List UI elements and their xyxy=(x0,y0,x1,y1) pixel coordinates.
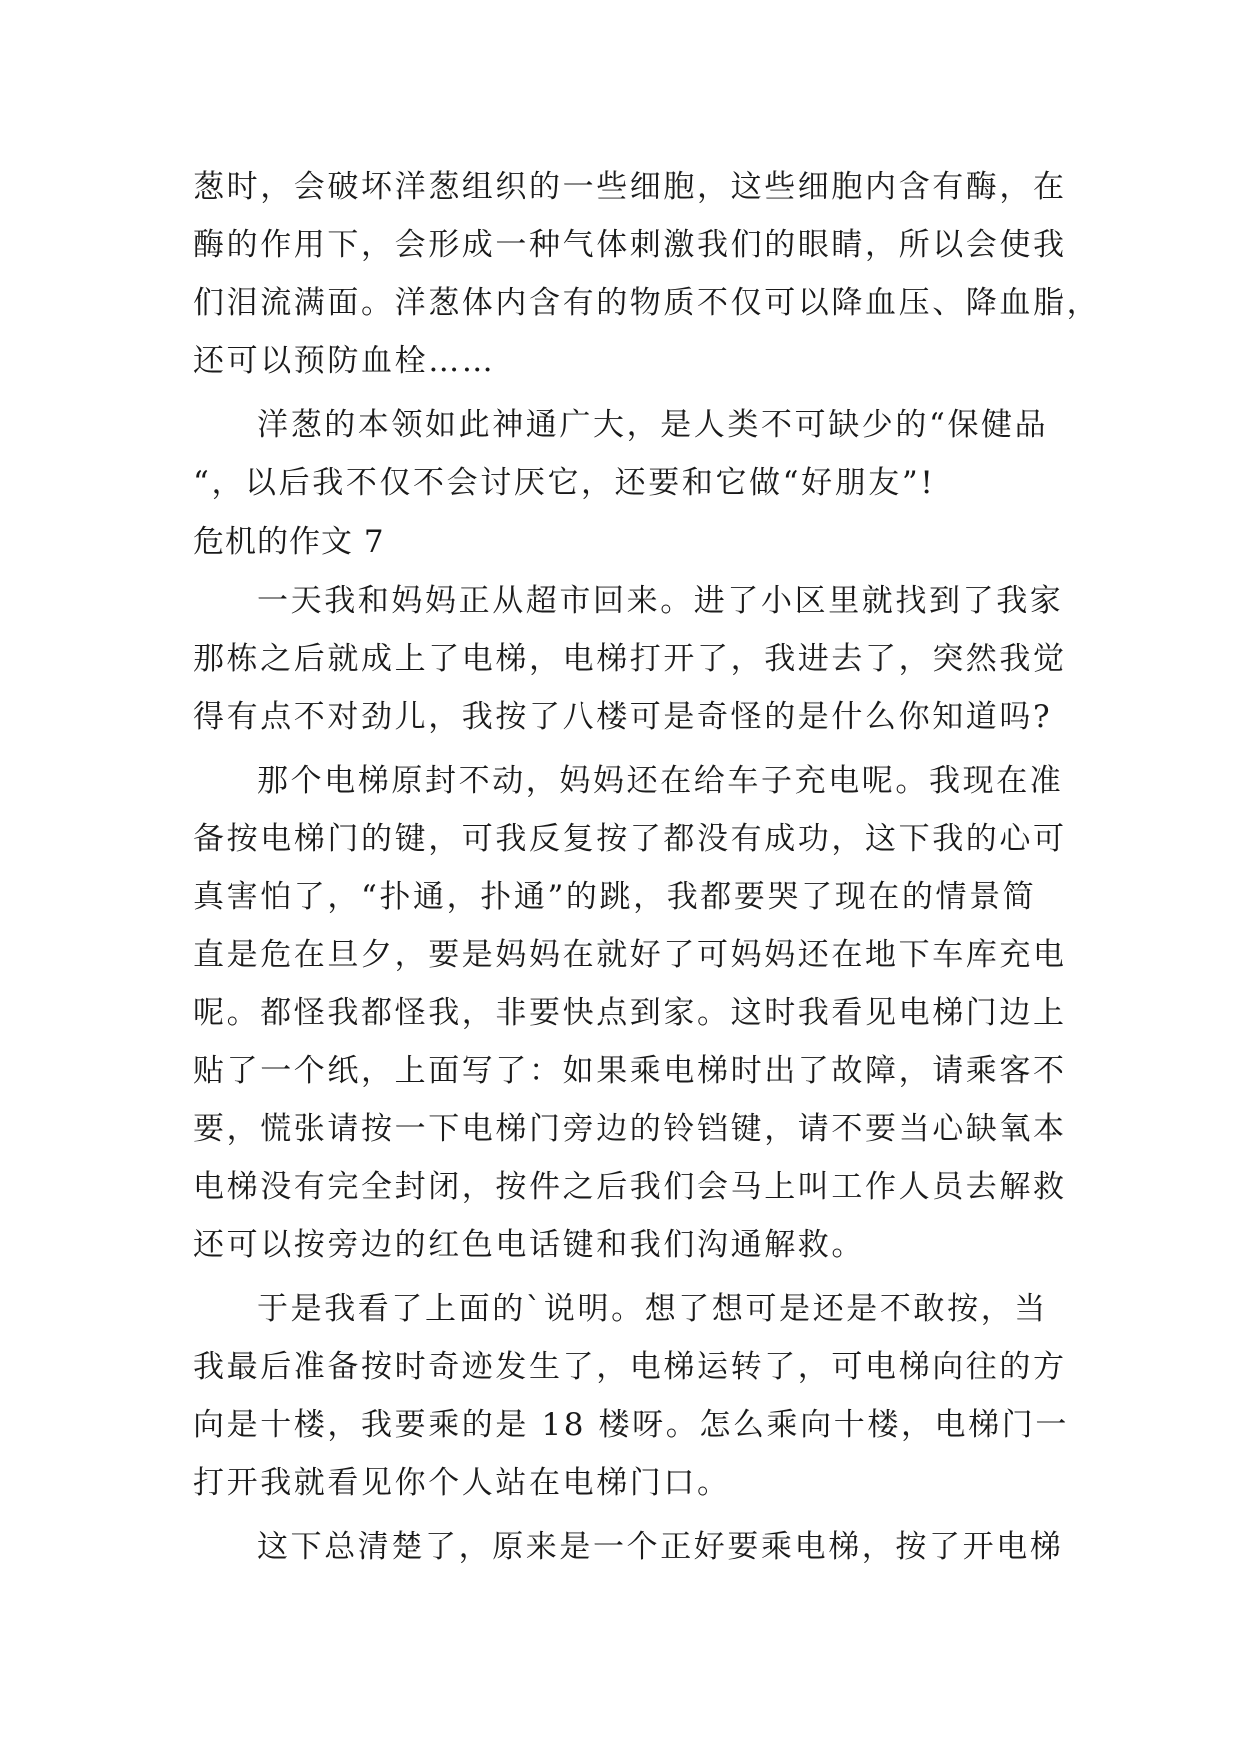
paragraph-1 xyxy=(193,572,1073,746)
paragraph-4 xyxy=(193,1518,1073,1576)
text-line: 呢。都怪我都怪我，非要快点到家。这时我看见电梯门边上 xyxy=(193,995,1067,1031)
paragraph-previous-end xyxy=(193,158,1101,390)
text-line: 向是十楼，我要乘的是 18 楼呀。怎么乘向十楼，电梯门一 xyxy=(193,1407,1069,1443)
text-line: 我最后准备按时奇迹发生了，电梯运转了，可电梯向往的方 xyxy=(193,1349,1067,1385)
section-title: 危机的作文 7 xyxy=(193,524,385,560)
document-body xyxy=(193,158,1101,1576)
text-line: 于是我看了上面的`说明。想了想可是还是不敢按，当 xyxy=(257,1291,1048,1327)
text-line: 要，慌张请按一下电梯门旁边的铃铛键，请不要当心缺氧本 xyxy=(193,1111,1067,1147)
paragraph-2 xyxy=(193,752,1073,1274)
text-line: 那栋之后就成上了电梯，电梯打开了，我进去了，突然我觉 xyxy=(193,641,1067,677)
text-line: 贴了一个纸，上面写了：如果乘电梯时出了故障，请乘客不 xyxy=(193,1053,1067,1089)
text-line: 电梯没有完全封闭，按件之后我们会马上叫工作人员去解救 xyxy=(193,1169,1067,1205)
text-line: 葱时，会破坏洋葱组织的一些细胞，这些细胞内含有酶，在 xyxy=(193,169,1067,205)
text-line: 洋葱的本领如此神通广大，是人类不可缺少的“保健品 xyxy=(257,407,1049,443)
text-line: 真害怕了，“扑通，扑通”的跳，我都要哭了现在的情景简 xyxy=(193,879,1037,915)
text-line: 酶的作用下，会形成一种气体刺激我们的眼睛，所以会使我 xyxy=(193,227,1067,263)
text-line: “，以后我不仅不会讨厌它，还要和它做“好朋友”! xyxy=(193,465,936,501)
text-line: 得有点不对劲儿，我按了八楼可是奇怪的是什么你知道吗? xyxy=(193,699,1053,735)
text-line: 还可以按旁边的红色电话键和我们沟通解救。 xyxy=(193,1227,865,1263)
text-line: 们泪流满面。洋葱体内含有的物质不仅可以降血压、降血脂， xyxy=(193,285,1101,321)
text-line: 一天我和妈妈正从超市回来。进了小区里就找到了我家 xyxy=(257,583,1064,619)
text-line: 备按电梯门的键，可我反复按了都没有成功，这下我的心可 xyxy=(193,821,1067,857)
text-line: 直是危在旦夕，要是妈妈在就好了可妈妈还在地下车库充电 xyxy=(193,937,1067,973)
text-line: 还可以预防血栓…… xyxy=(193,343,496,379)
paragraph-3 xyxy=(193,1280,1073,1512)
text-line: 打开我就看见你个人站在电梯门口。 xyxy=(193,1465,731,1501)
text-line: 那个电梯原封不动，妈妈还在给车子充电呢。我现在准 xyxy=(257,763,1064,799)
paragraph-conclusion xyxy=(193,396,1073,512)
text-line: 这下总清楚了，原来是一个正好要乘电梯，按了开电梯 xyxy=(257,1529,1064,1565)
